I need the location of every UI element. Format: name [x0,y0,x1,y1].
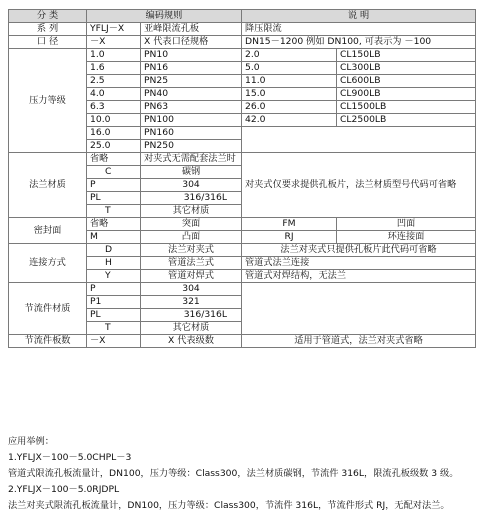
pressure-mpa-b: 11.0 [242,75,337,88]
connection-note: 法兰对夹式只提供孔板片此代码可省略 [242,244,476,257]
flange-material-omit-desc: 对夹式无需配套法兰时 [141,153,242,166]
application-examples [8,434,478,514]
pressure-mpa-b: 5.0 [242,62,337,75]
flange-material-code: C [87,166,141,179]
pressure-class: CL900LB [337,88,476,101]
pressure-pn: PN63 [141,101,242,114]
connection-desc: 管道对焊式 [141,270,242,283]
series-desc2: 降压限流 [242,23,476,36]
pressure-mpa-b: 2.0 [242,49,337,62]
bore-desc2: DN15－1200 例如 DN100, 可表示为 －100 [242,36,476,49]
connection-note: 管道式法兰连接 [242,257,476,270]
pressure-mpa: 16.0 [87,127,141,140]
element-material-label: 节流件材质 [9,283,87,335]
pressure-mpa: 2.5 [87,75,141,88]
pressure-mpa-b: 42.0 [242,114,337,127]
header-row [9,10,476,23]
example-2-desc: 法兰对夹式限流孔板流量计，DN100，压力等级：Class300，节流件 316L，节流件形式 RJ，无配对法兰。 [8,500,450,511]
flange-material-desc: 316/316L [141,192,242,205]
pressure-pn: PN100 [141,114,242,127]
connection-code: D [87,244,141,257]
sealing-m: M [87,231,141,244]
example-1-desc: 管道式限流孔板流量计，DN100，压力等级：Class300，法兰材质碳钢，节流件 316L，限流孔板级数 3 级。 [8,468,459,479]
stages-label: 节流件板数 [9,335,87,348]
sealing-omit: 省略 [87,218,141,231]
pressure-pn: PN160 [141,127,242,140]
element-material-code: P [87,283,141,296]
pressure-pn: PN40 [141,88,242,101]
flange-material-code: PL [87,192,141,205]
series-code: YFLJ－X [87,23,141,36]
pressure-class: CL600LB [337,75,476,88]
pressure-mpa: 4.0 [87,88,141,101]
header-description: 说 明 [242,10,476,23]
connection-note: 管道式对焊结构，无法兰 [242,270,476,283]
pressure-pn: PN16 [141,62,242,75]
flange-material-desc: 其它材质 [141,205,242,218]
connection-row [9,244,476,257]
element-material-code: PL [87,309,141,322]
element-material-code: T [87,322,141,335]
pressure-class: CL1500LB [337,101,476,114]
pressure-mpa: 6.3 [87,101,141,114]
pressure-row [9,49,476,62]
element-material-desc: 304 [141,283,242,296]
flange-material-row [9,153,476,166]
connection-code: Y [87,270,141,283]
pressure-mpa: 25.0 [87,140,141,153]
bore-row [9,36,476,49]
flange-material-label: 法兰材质 [9,153,87,218]
stages-code: －X [87,335,141,348]
pressure-mpa-b: 26.0 [242,101,337,114]
pressure-mpa-b: 15.0 [242,88,337,101]
header-category: 分 类 [9,10,87,23]
pressure-mpa: 1.6 [87,62,141,75]
pressure-pn: PN25 [141,75,242,88]
pressure-mpa: 1.0 [87,49,141,62]
example-2-code: 2.YFLJX－100－5.0RJDPL [8,484,120,495]
bore-label: 口 径 [9,36,87,49]
element-material-desc: 316/316L [141,309,242,322]
sealing-row [9,218,476,231]
element-material-code: P1 [87,296,141,309]
examples-title: 应用举例： [8,436,54,447]
connection-desc: 法兰对夹式 [141,244,242,257]
element-material-desc: 其它材质 [141,322,242,335]
pressure-class: CL2500LB [337,114,476,127]
connection-desc: 管道法兰式 [141,257,242,270]
pressure-class: CL150LB [337,49,476,62]
flange-material-omit-code: 省略 [87,153,141,166]
series-row [9,23,476,36]
stages-note: 适用于管道式，法兰对夹式省略 [242,335,476,348]
flange-material-desc: 碳钢 [141,166,242,179]
example-1-code: 1.YFLJX－100－5.0CHPL－3 [8,452,132,463]
pressure-pn: PN10 [141,49,242,62]
sealing-convex: 凸面 [141,231,242,244]
stages-row [9,335,476,348]
flange-material-desc: 304 [141,179,242,192]
flange-material-code: P [87,179,141,192]
flange-material-code: T [87,205,141,218]
sealing-ring: 环连接面 [337,231,476,244]
pressure-pn: PN250 [141,140,242,153]
pressure-mpa: 10.0 [87,114,141,127]
connection-label: 连接方式 [9,244,87,283]
sealing-rj: RJ [242,231,337,244]
sealing-recess: 凹面 [337,218,476,231]
series-desc1: 亚峰限流孔板 [141,23,242,36]
pressure-label: 压力等级 [9,49,87,153]
pressure-blank [242,127,476,153]
stages-desc: X 代表级数 [141,335,242,348]
connection-code: H [87,257,141,270]
header-code-rule: 编码规则 [87,10,242,23]
series-label: 系 列 [9,23,87,36]
flange-material-note: 对夹式仅要求提供孔板片，法兰材质型号代码可省略 [242,153,476,218]
element-material-blank [242,283,476,335]
sealing-raised: 突面 [141,218,242,231]
pressure-class: CL300LB [337,62,476,75]
bore-code: －X [87,36,141,49]
element-material-row [9,283,476,296]
sealing-fm: FM [242,218,337,231]
code-spec-table [8,9,476,348]
element-material-desc: 321 [141,296,242,309]
sealing-label: 密封面 [9,218,87,244]
bore-desc1: X 代表口径规格 [141,36,242,49]
